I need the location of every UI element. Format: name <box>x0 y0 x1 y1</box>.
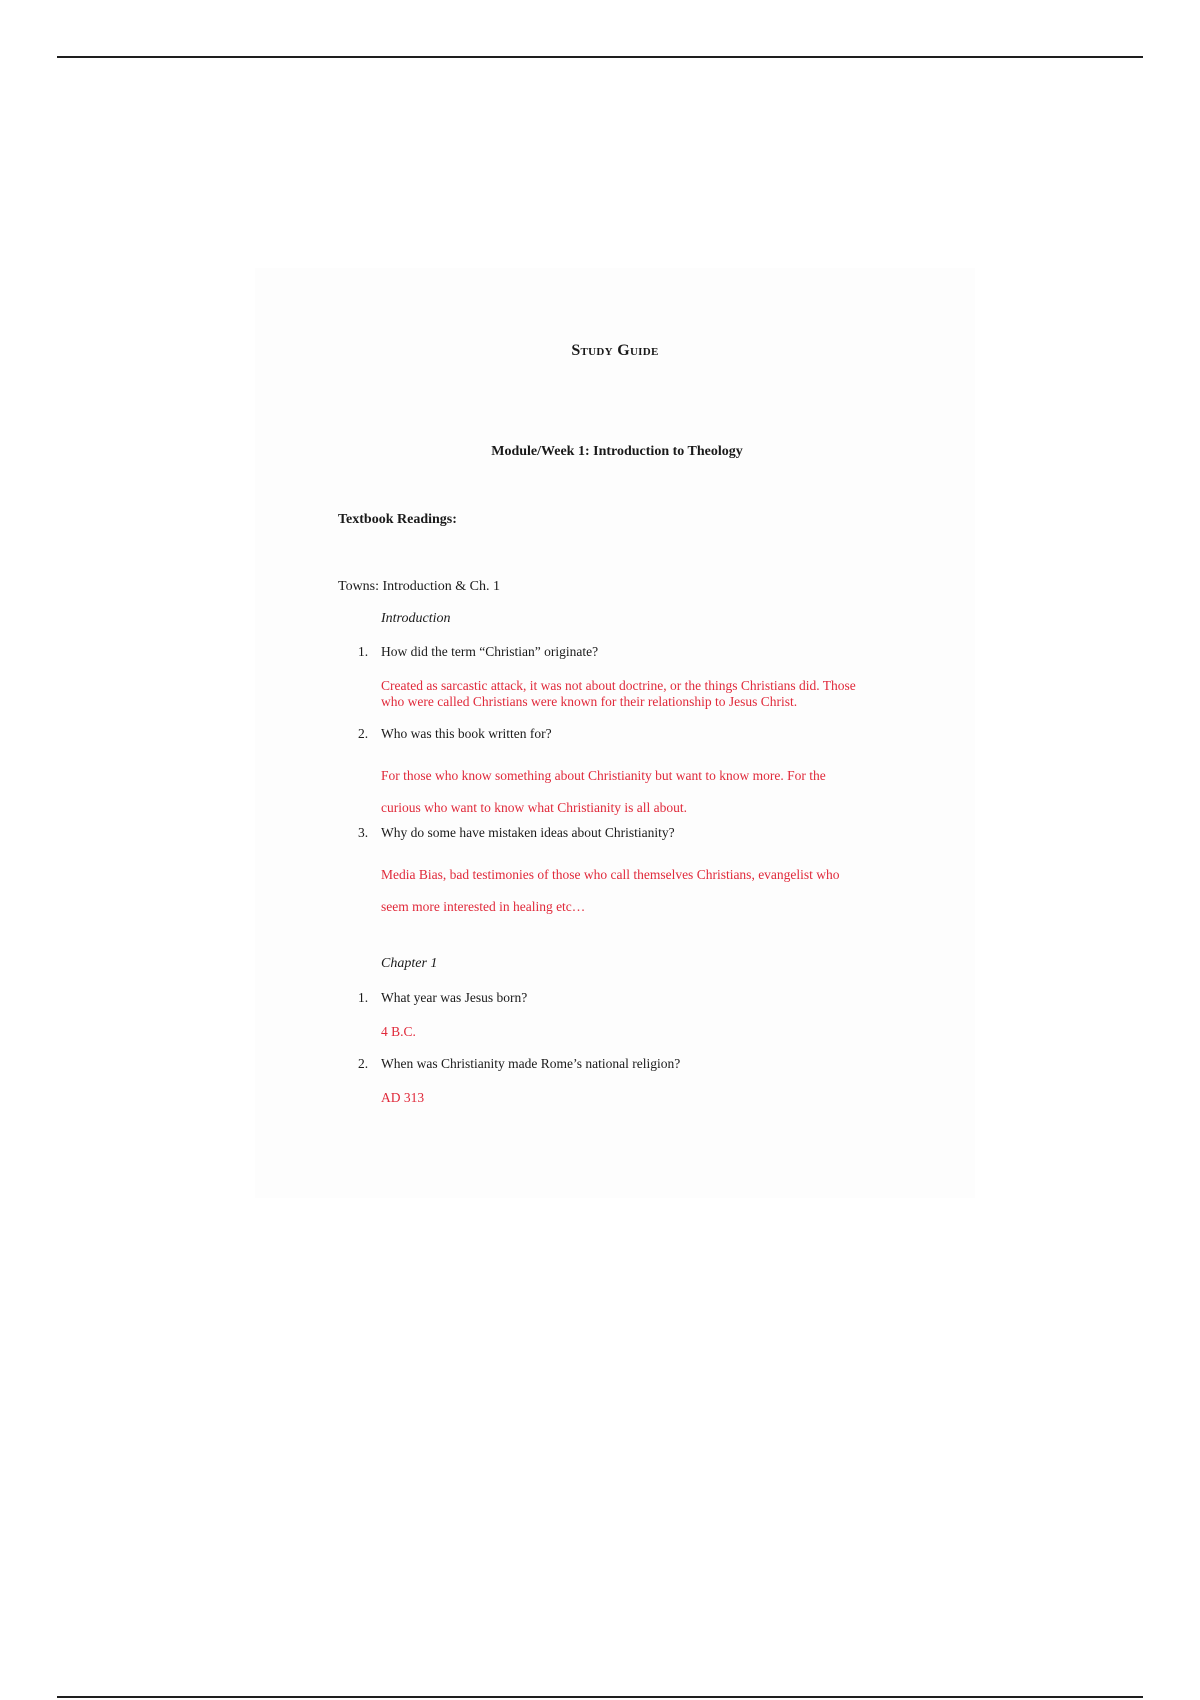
section-label-introduction: Introduction <box>381 611 451 626</box>
question-ch1-1 <box>358 990 527 1006</box>
answer-intro-1 <box>381 678 901 710</box>
question-number: 1. <box>358 644 369 659</box>
question-text: How did the term “Christian” originate? <box>381 644 599 659</box>
page-title: Study Guide <box>571 342 659 359</box>
question-intro-3 <box>358 825 675 841</box>
question-text: Why do some have mistaken ideas about Christianity? <box>381 825 675 840</box>
answer-line: seem more interested in healing etc… <box>381 899 586 914</box>
section-label-chapter-1: Chapter 1 <box>381 956 438 971</box>
answer-ch1-1 <box>381 1024 901 1040</box>
question-number: 3. <box>358 825 369 840</box>
module-heading: Module/Week 1: Introduction to Theology <box>491 444 743 459</box>
question-text: Who was this book written for? <box>381 726 552 741</box>
reading-source: Towns: Introduction & Ch. 1 <box>338 579 500 594</box>
question-text: What year was Jesus born? <box>381 990 528 1005</box>
question-intro-1 <box>358 644 598 660</box>
question-number: 1. <box>358 990 369 1005</box>
textbook-readings-heading: Textbook Readings: <box>338 512 457 527</box>
answer-intro-3 <box>381 859 901 923</box>
answer-intro-2 <box>381 760 901 824</box>
answer-line: For those who know something about Christianity but want to know more. For the <box>381 768 826 783</box>
answer-line: who were called Christians were known for their relationship to Jesus Christ. <box>381 694 798 709</box>
bottom-rule <box>57 1696 1143 1698</box>
answer-ch1-2 <box>381 1090 901 1106</box>
answer-line: AD 313 <box>381 1090 425 1105</box>
question-number: 2. <box>358 726 369 741</box>
question-ch1-2 <box>358 1056 680 1072</box>
answer-line: Created as sarcastic attack, it was not about doctrine, or the things Christians did. Those <box>381 678 856 693</box>
answer-line: curious who want to know what Christianity is all about. <box>381 800 687 815</box>
question-intro-2 <box>358 726 552 742</box>
question-number: 2. <box>358 1056 369 1071</box>
answer-line: 4 B.C. <box>381 1024 416 1039</box>
question-text: When was Christianity made Rome’s national religion? <box>381 1056 681 1071</box>
answer-line: Media Bias, bad testimonies of those who call themselves Christians, evangelist who <box>381 867 840 882</box>
